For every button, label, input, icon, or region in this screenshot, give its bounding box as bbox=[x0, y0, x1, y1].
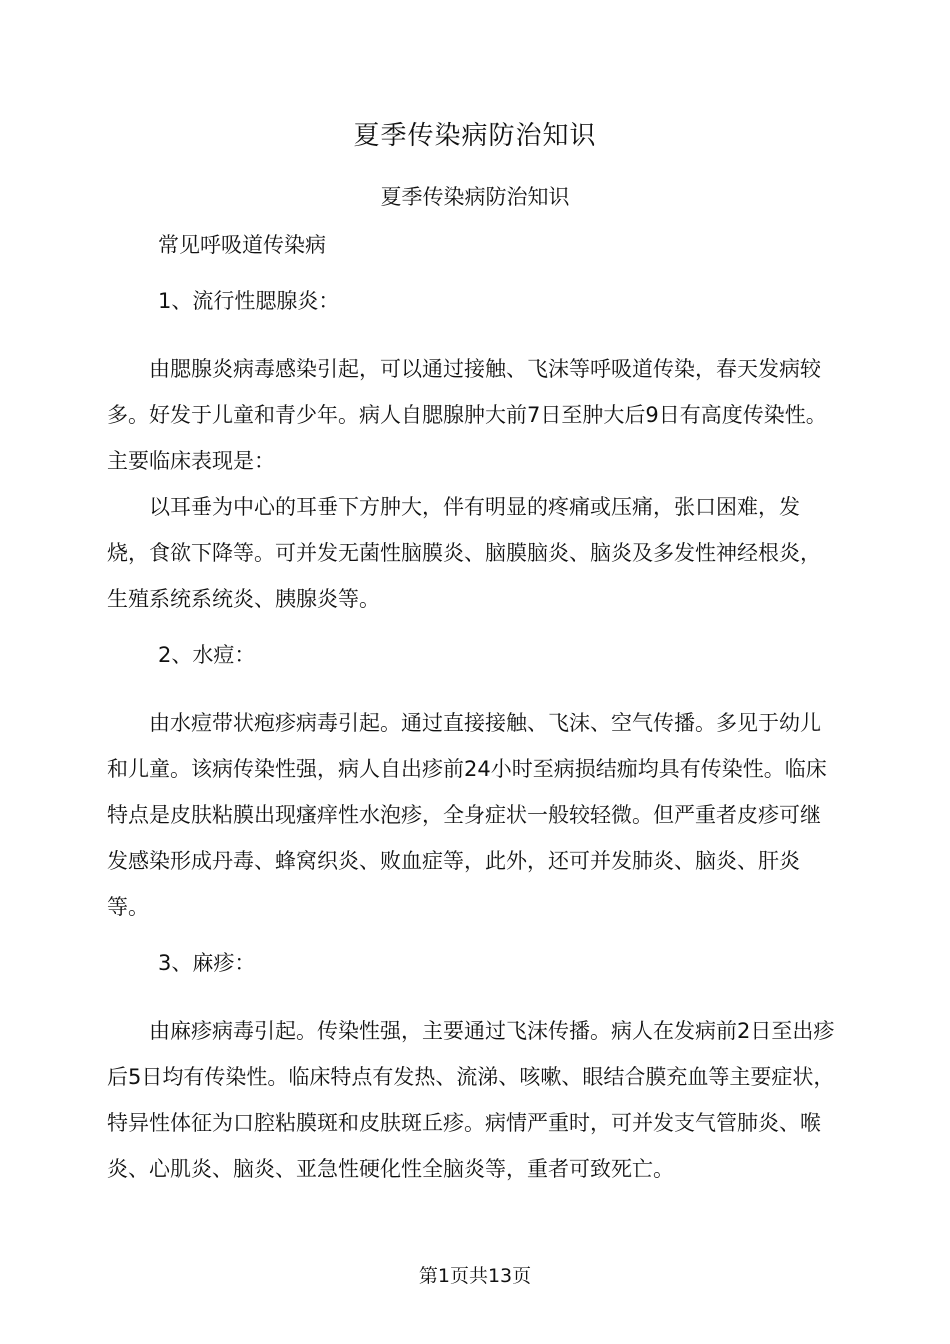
item-heading-mumps: 1、流行性腮腺炎： bbox=[158, 289, 340, 313]
item-body-chickenpox bbox=[107, 700, 837, 930]
document-subtitle: 夏季传染病防治知识 bbox=[380, 185, 570, 209]
item-body-measles bbox=[107, 1008, 837, 1192]
item-heading-chickenpox: 2、水痘： bbox=[158, 643, 256, 667]
item-body-mumps bbox=[107, 346, 837, 622]
document-title: 夏季传染病防治知识 bbox=[353, 121, 597, 151]
section-heading: 常见呼吸道传染病 bbox=[158, 233, 326, 257]
paragraph: 以耳垂为中心的耳垂下方肿大，伴有明显的疼痛或压痛，张口困难，发烧，食欲下降等。可并发无菌性脑膜炎、脑膜脑炎、脑炎及多发性神经根炎，生殖系统系统炎、胰腺炎等。 bbox=[107, 495, 821, 611]
paragraph: 由麻疹病毒引起。传染性强，主要通过飞沫传播。病人在发病前2日至出疹后5日均有传染性。临床特点有发热、流涕、咳嗽、眼结合膜充血等主要症状，特异性体征为口腔粘膜斑和皮肤斑丘疹。病情严重时，可并发支气管肺炎、喉炎、心肌炎、脑炎、亚急性硬化性全脑炎等，重者可致死亡。 bbox=[107, 1019, 835, 1181]
page-number: 第1页共13页 bbox=[418, 1265, 532, 1287]
item-heading-measles: 3、麻疹： bbox=[158, 951, 256, 975]
paragraph: 由腮腺炎病毒感染引起，可以通过接触、飞沫等呼吸道传染，春天发病较多。好发于儿童和青少年。病人自腮腺肿大前7日至肿大后9日有高度传染性。主要临床表现是： bbox=[107, 357, 827, 473]
paragraph: 由水痘带状疱疹病毒引起。通过直接接触、飞沫、空气传播。多见于幼儿和儿童。该病传染性强，病人自出疹前24小时至病损结痂均具有传染性。临床特点是皮肤粘膜出现瘙痒性水泡疹，全身症状一般较轻微。但严重者皮疹可继发感染形成丹毒、蜂窝织炎、败血症等，此外，还可并发肺炎、脑炎、肝炎等。 bbox=[107, 711, 827, 919]
